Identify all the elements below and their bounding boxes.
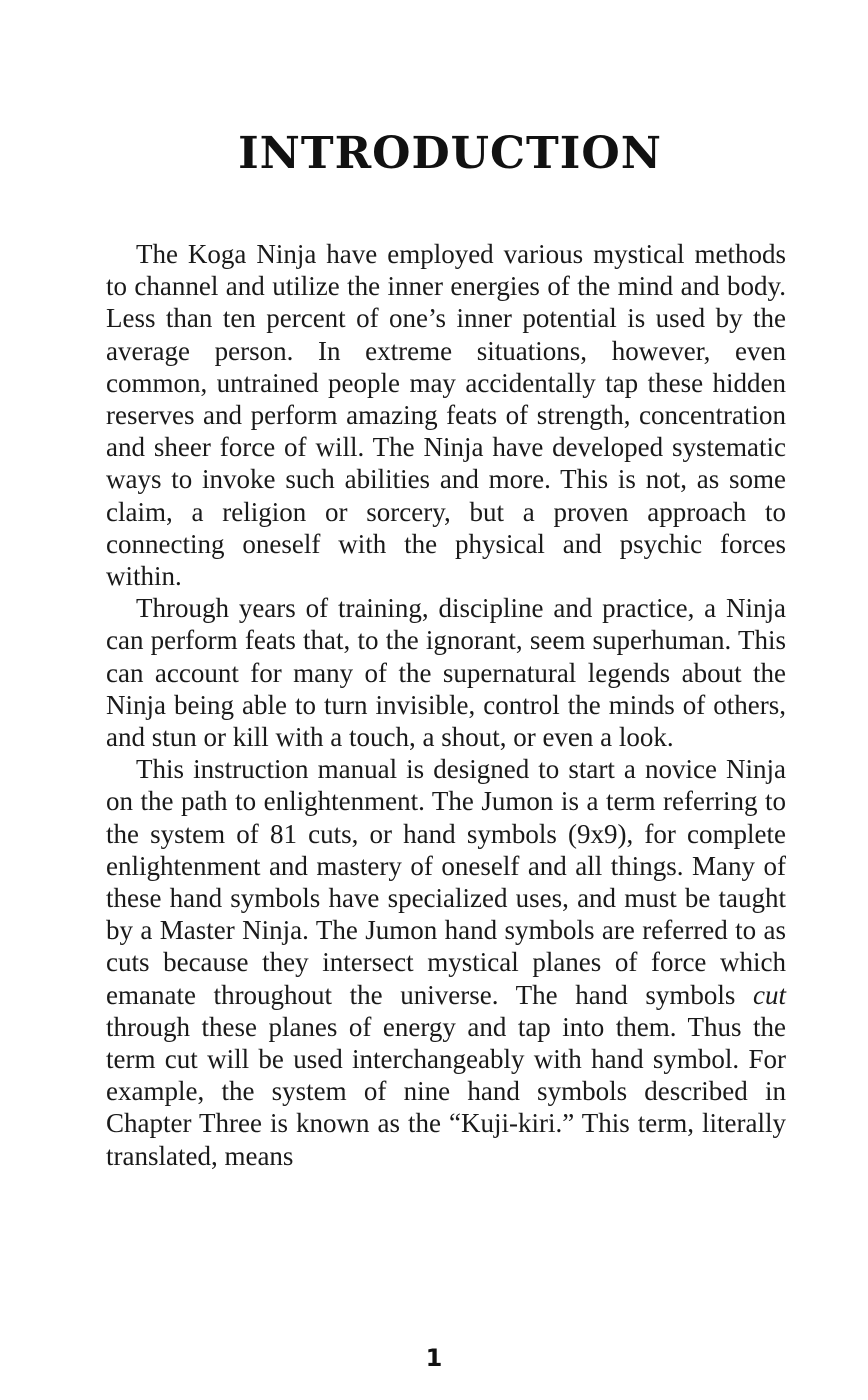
italic-term-cut: cut: [753, 979, 786, 1010]
page-title: INTRODUCTION: [238, 128, 662, 179]
paragraph-2: Through years of training, discipline and practice, a Ninja can perform feats that, to the ignorant, seem superhuman. This can account for many of the supernatural legends about the Ninja being able to turn invisible, control the minds of others, and stun or kill with a touch, a shout, or even a look.: [106, 593, 786, 753]
paragraph-3-text-end: through these planes of energy and tap into them. Thus the term cut will be used interchangeably with hand symbol. For example, the system of nine hand symbols described in Chapter Three is known as the “Kuji-kiri.” This term, literally translated, means: [106, 1011, 786, 1171]
page-number: 1: [425, 1344, 443, 1372]
paragraph-3: [106, 753, 786, 1172]
body-text: [106, 238, 786, 1172]
paragraph-1: The Koga Ninja have employed various mystical methods to channel and utilize the inner energies of the mind and body. Less than ten percent of one’s inner potential is used by the average person. In extreme situations, however, even common, untrained people may accidentally tap these hidden reserves and perform amazing feats of strength, concentration and sheer force of will. The Ninja have developed systematic ways to invoke such abilities and more. This is not, as some claim, a religion or sorcery, but a proven approach to connecting oneself with the physical and psychic forces within.: [106, 239, 786, 592]
paragraph-3-text-start: This instruction manual is designed to start a novice Ninja on the path to enlightenment. The Jumon is a term referring to the system of 81 cuts, or hand symbols (9x9), for complete enlightenment and mastery of oneself and all things. Many of these hand symbols have specialized uses, and must be taught by a Master Ninja. The Jumon hand symbols are referred to as cuts because they intersect mystical planes of force which emanate throughout the universe. The hand symbols: [106, 754, 786, 1010]
